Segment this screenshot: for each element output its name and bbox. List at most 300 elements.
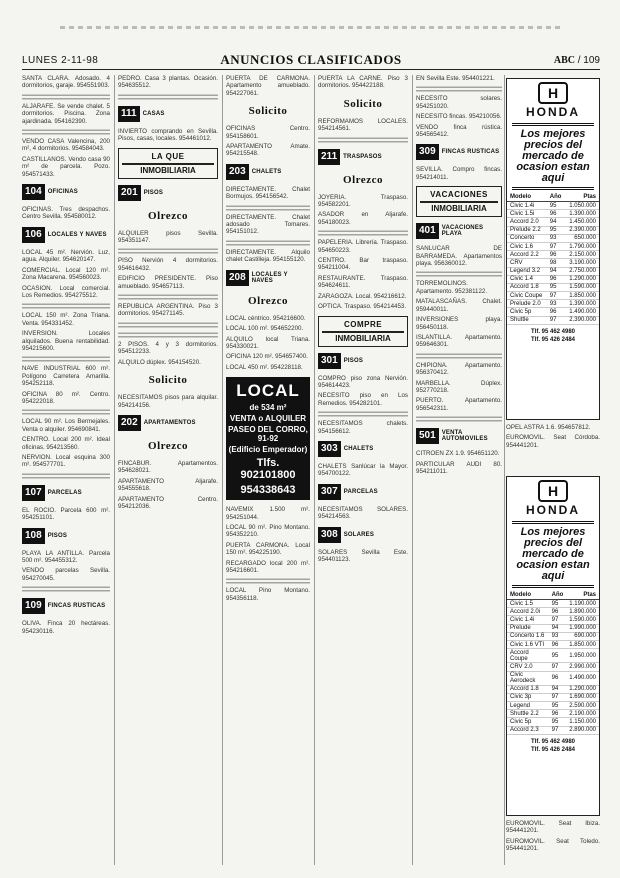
local-line: de 534 m²	[249, 403, 287, 413]
section-308	[318, 526, 408, 544]
price-cell: Legend 3.2	[507, 267, 547, 275]
ad-text-lines	[22, 355, 110, 362]
price-row	[507, 218, 599, 226]
price-cell: 650.000	[565, 234, 599, 242]
ad: LOCAL 45 m². Nervión. Luz, agua. Alquiler. 954620147.	[22, 248, 110, 264]
price-cell: 97	[547, 242, 565, 250]
price-cell: 94	[549, 624, 567, 632]
ad: TORREMOLINOS. Apartamento. 952381122.	[416, 280, 488, 295]
section-name: CHALETS	[251, 168, 282, 175]
price-row	[507, 316, 599, 324]
price-cell: Shuttle	[507, 316, 547, 324]
column-2	[118, 75, 218, 865]
column-1	[22, 75, 110, 865]
logo-line: INMOBILIARIA	[420, 201, 498, 213]
ad: ALQUILER pisos Sevilla. 954351147.	[118, 229, 218, 245]
price-cell: 93	[547, 300, 565, 308]
price-cell: 93	[549, 632, 567, 640]
section-number: 111	[118, 106, 140, 122]
ad-text-lines	[318, 136, 408, 143]
ad: EL ROCIO. Parcela 600 m². 954251101.	[22, 506, 110, 522]
price-cell: 690.000	[566, 632, 599, 640]
price-row	[507, 202, 599, 210]
price-cell: Prelude 2.2	[507, 226, 547, 234]
ad: PUERTA CARMONA. Local 150 m². 954225190.	[226, 541, 310, 557]
section-name: PARCELAS	[343, 488, 378, 495]
price-cell: 95	[549, 718, 567, 726]
price-cell: 1.590.000	[566, 616, 599, 624]
honda-logo: HONDA	[526, 503, 580, 517]
price-cell: Concerto 1.6	[507, 632, 549, 640]
price-cell: 95	[547, 226, 565, 234]
column-rule	[504, 75, 505, 865]
price-cell: 1.050.000	[565, 202, 599, 210]
ad-text-lines	[22, 93, 110, 100]
price-cell: 2.150.000	[565, 251, 599, 259]
ad: ALQUILO local Triana. 954330021.	[226, 335, 310, 350]
ad: VENDO finca rústica. 954565412.	[416, 123, 502, 139]
price-cell: Civic Coupe	[507, 292, 547, 300]
price-row	[507, 608, 599, 616]
price-cell: 1.150.000	[566, 718, 599, 726]
price-cell: 1.690.000	[566, 693, 599, 701]
ad: OFICINAS. Tres despachos. Centro Sevilla. 954580012.	[22, 206, 110, 221]
section-name: OFICINAS	[47, 189, 78, 196]
price-cell: 95	[549, 702, 567, 710]
section-number: 301	[318, 353, 341, 369]
ad: DIRECTAMENTE. Chalet adosado Tomares. 954151012.	[226, 213, 310, 236]
honda-h-icon: H	[538, 82, 568, 104]
section-number: 203	[226, 164, 249, 180]
section-401	[416, 222, 502, 240]
price-cell: 97	[547, 316, 565, 324]
honda-phone: Tlf. 95 462 4980	[530, 738, 576, 745]
price-cell: 1.450.000	[565, 218, 599, 226]
ad: VENDO parcelas Sevilla. 954270045.	[22, 567, 110, 582]
ad: PLAYA LA ANTILLA. Parcela 500 m². 954455312.	[22, 549, 110, 565]
column-5	[416, 75, 502, 865]
ad: NAVE INDUSTRIAL 600 m². Polígono Carretera Amarilla. 954252118.	[22, 365, 110, 388]
ad: 2 PISOS. 4 y 3 dormitorios. 954512233.	[118, 340, 218, 356]
price-cell: Civic 1.5	[507, 600, 549, 608]
price-cell: 2.750.000	[565, 267, 599, 275]
logo-line: INMOBILIARIA	[122, 163, 214, 175]
ad: SOLARES Sevilla Este. 954401123.	[318, 548, 408, 563]
section-111	[118, 105, 218, 123]
ad-text-lines	[118, 293, 218, 300]
price-row	[507, 671, 599, 685]
price-cell: Civic 5p	[507, 718, 549, 726]
section-501	[416, 427, 502, 445]
ad-text-lines	[22, 472, 110, 479]
price-cell: 95	[547, 202, 565, 210]
ad: NECESITO fincas. 954210056.	[416, 113, 502, 121]
ad: LOCAL 100 m². 954652200.	[226, 325, 304, 333]
ad: APARTAMENTO Aljarafe. 954555618.	[118, 477, 218, 493]
price-cell: Civic 1.4	[507, 275, 547, 283]
ad-text-lines	[118, 331, 218, 338]
ad: EUROMOVIL. Seat Toledo. 954441201.	[506, 837, 600, 853]
price-row	[507, 702, 599, 710]
price-cell: 97	[547, 292, 565, 300]
ad: LOCAL céntrico. 954216600.	[226, 314, 306, 322]
ad: SANTA CLARA. Adosado. 4 dormitorios, garaje. 954551903.	[22, 75, 110, 90]
section-name: CASAS	[142, 110, 165, 117]
ad: MATALASCAÑAS. Chalet. 959440011.	[416, 298, 502, 313]
section-number: 211	[318, 149, 340, 165]
local-line: PASEO DEL CORRO, 91-92	[228, 425, 308, 444]
price-row	[507, 234, 599, 242]
column-3	[226, 75, 310, 865]
ad: ZARAGOZA. Local. 954216612.	[318, 292, 407, 300]
price-cell: Civic 1.5i	[507, 210, 547, 218]
vacaciones-logo	[416, 186, 502, 217]
price-cell: 1.190.000	[566, 600, 599, 608]
price-cell: Accord Coupe	[507, 649, 549, 663]
ad: NECESITAMOS chalets. 954156612.	[318, 420, 408, 435]
price-row	[507, 649, 599, 663]
section-107	[22, 484, 110, 502]
price-cell: 96	[547, 210, 565, 218]
price-cell: 1.950.000	[566, 649, 599, 663]
section-name: LOCALES Y NAVES	[47, 231, 107, 238]
price-cell: 1.850.000	[566, 640, 599, 648]
honda-ad-bottom	[506, 476, 600, 816]
price-cell: 95	[547, 283, 565, 291]
col-header: Ptas	[566, 591, 599, 600]
price-cell: Civic 3p	[507, 693, 549, 701]
section-name: LOCALES Y NAVES	[251, 271, 288, 284]
price-cell: 97	[549, 693, 567, 701]
ad: OCASION. Local comercial. Los Remedios. 954275512.	[22, 284, 110, 299]
price-cell: 1.290.000	[565, 275, 599, 283]
price-cell: Civic Aerodeck	[507, 671, 549, 685]
section-number: 108	[22, 528, 45, 544]
column-6-text	[506, 424, 600, 474]
price-cell: Civic 1.4i	[507, 616, 549, 624]
ad-text-lines	[22, 128, 110, 135]
column-6-bottom-text	[506, 820, 600, 868]
honda-phone: Tlf. 95 426 2484	[530, 336, 576, 343]
ad: COMERCIAL. Local 120 m². Zona Macarena. 954560023.	[22, 266, 110, 282]
page-num: / 109	[577, 55, 600, 66]
price-cell: Accord 2.0i	[507, 608, 549, 616]
ad: PISO Nervión 4 dormitorios. 954616432.	[118, 257, 218, 272]
section-number: 109	[22, 598, 45, 614]
section-name: PARCELAS	[47, 489, 82, 496]
section-301	[318, 352, 408, 370]
ad: APARTAMENTO Amate. 954215548.	[226, 143, 310, 158]
local-line: (Edificio Emperador)	[228, 445, 308, 455]
ad-text-lines	[416, 270, 502, 277]
ad: SANLUCAR DE BARRAMEDA. Apartamentos playa. 956360012.	[416, 245, 502, 268]
ad: CHALETS Sanlúcar la Mayor. 954700122.	[318, 462, 408, 478]
column-rule	[222, 75, 223, 865]
price-cell: 94	[547, 218, 565, 226]
ad: LOCAL 150 m². Zona Triana. Venta. 954331452.	[22, 312, 110, 327]
section-109	[22, 597, 110, 615]
ad: DIRECTAMENTE. Alquilo chalet Castilleja. 954155120.	[226, 248, 310, 264]
price-cell: 1.490.000	[566, 671, 599, 685]
local-phone: Tlfs. 902101800	[240, 457, 296, 482]
ad: NECESITO piso en Los Remedios. 954282101.	[318, 392, 408, 407]
ad: RESTAURANTE. Traspaso. 954624611.	[318, 274, 408, 290]
price-row	[507, 259, 599, 267]
price-row	[507, 693, 599, 701]
price-row	[507, 600, 599, 608]
section-name: PISOS	[47, 532, 68, 539]
olrezco-heading: Olrezco	[248, 294, 288, 307]
price-cell: CRV	[507, 259, 547, 267]
ad-text-lines	[22, 408, 110, 415]
price-cell: Accord 2.2	[507, 251, 547, 259]
section-name: VENTA AUTOMOVILES	[441, 430, 488, 443]
ad: PUERTA LA CARNE. Piso 3 dormitorios. 954422188.	[318, 75, 408, 90]
price-cell: 2.890.000	[566, 726, 599, 734]
price-cell: 97	[549, 663, 567, 671]
page-date: LUNES 2-11-98	[22, 55, 99, 66]
price-cell: Accord 2.3	[507, 726, 549, 734]
section-number: 309	[416, 144, 439, 160]
price-row	[507, 242, 599, 250]
ad: PEDRO. Casa 3 plantas. Ocasión. 954635512.	[118, 75, 218, 90]
local-title: LOCAL	[236, 381, 300, 401]
price-cell: CRV 2.0	[507, 663, 549, 671]
section-name: CHALETS	[343, 445, 374, 452]
honda-price-table	[507, 591, 599, 735]
price-cell: 1.890.000	[566, 608, 599, 616]
ad: ALJARAFE. Se vende chalet. 5 dormitorios. Piscina. Zona ajardinada. 954162390.	[22, 102, 110, 125]
ad-text-lines	[22, 585, 110, 592]
price-cell: Accord 1.8	[507, 685, 549, 693]
ad: MARBELLA. Dúplex. 952770218.	[416, 379, 502, 394]
ad: ISLANTILLA. Apartamento. 959646301.	[416, 333, 502, 349]
ad-text-lines	[118, 93, 218, 100]
honda-phone: Tlf. 95 426 2484	[530, 746, 576, 753]
price-row	[507, 267, 599, 275]
ad: NERVION. Local esquina 300 m². 954577701.	[22, 454, 110, 469]
section-number: 307	[318, 484, 341, 500]
price-cell: Civic 1.6	[507, 242, 547, 250]
price-cell: Accord 2.0	[507, 218, 547, 226]
ad: CITROEN ZX 1.9. 954651120.	[416, 450, 500, 458]
local-phone: 954338643	[240, 484, 296, 497]
price-cell: Legend	[507, 702, 549, 710]
price-cell: 97	[549, 616, 567, 624]
ad: LOCAL 90 m². Los Bermejales. Venta o alquiler. 954690841.	[22, 418, 110, 433]
price-row	[507, 710, 599, 718]
column-4	[318, 75, 408, 865]
price-cell: 96	[547, 251, 565, 259]
ad: DIRECTAMENTE. Chalet Bormujos. 954156542.	[226, 185, 310, 201]
ad: EUROMOVIL. Seat Córdoba. 954441201.	[506, 434, 600, 449]
price-cell: 94	[547, 267, 565, 275]
price-cell: 1.290.000	[566, 685, 599, 693]
section-307	[318, 483, 408, 501]
section-name: FINCAS RUSTICAS	[441, 149, 500, 156]
price-cell: 98	[547, 259, 565, 267]
section-number: 208	[226, 270, 249, 286]
ad: INVIERTO comprando en Sevilla. Pisos, casas, locales. 954461012.	[118, 127, 218, 143]
ad-text-lines	[318, 229, 408, 236]
section-name: APARTAMENTOS	[143, 419, 196, 426]
ad: REPUBLICA ARGENTINA. Piso 3 dormitorios. 954271145.	[118, 303, 218, 318]
price-cell: 2.590.000	[566, 702, 599, 710]
logo-line: VACACIONES	[430, 190, 488, 200]
ad: INVERSIONES playa. 956450118.	[416, 316, 502, 331]
ad: CASTILLANOS. Vendo casa 90 m² de parcela. Pozo. 954571433.	[22, 155, 110, 178]
ad: OFICINA 80 m². Centro. 954222018.	[22, 390, 110, 405]
price-cell: 97	[549, 726, 567, 734]
price-cell: Civic 5p	[507, 308, 547, 316]
price-cell: 2.390.000	[565, 226, 599, 234]
price-row	[507, 726, 599, 734]
ad-text-lines	[118, 247, 218, 254]
ad-text-lines	[416, 352, 502, 359]
ad: APARTAMENTO Centro. 954212036.	[118, 495, 218, 510]
ad: EN Sevilla Este. 954401221.	[416, 75, 495, 82]
price-cell: 1.990.000	[566, 624, 599, 632]
logo-line: COMPRE	[343, 319, 383, 329]
section-name: TRASPASOS	[343, 153, 382, 160]
col-header: Modelo	[507, 193, 547, 202]
ad: LOCAL Pino Montano. 954356118.	[226, 587, 310, 602]
col-header: Año	[549, 591, 567, 600]
ad: OLIVA. Finca 20 hectáreas. 954230116.	[22, 620, 110, 635]
ad: FINCABUR. Apartamentos. 954628021.	[118, 459, 218, 475]
price-cell: 2.390.000	[565, 316, 599, 324]
ad: OPTICA. Traspaso. 954214453.	[318, 303, 407, 311]
price-row	[507, 275, 599, 283]
price-cell: Shuttle 2.2	[507, 710, 549, 718]
section-203	[226, 163, 310, 181]
page-number	[554, 55, 600, 66]
ad: RECARGADO local 200 m². 954216601.	[226, 559, 310, 574]
price-cell: 96	[549, 671, 567, 685]
price-row	[507, 210, 599, 218]
ad: EUROMOVIL. Seat Ibiza. 954441201.	[506, 820, 600, 835]
section-number: 308	[318, 527, 341, 543]
price-cell: 96	[549, 608, 567, 616]
price-cell: 95	[549, 649, 567, 663]
ad: EDIFICIO PRESIDENTE. Piso amueblado. 954657113.	[118, 275, 218, 290]
price-cell: 1.490.000	[565, 308, 599, 316]
ad: JOYERIA. Traspaso. 954582201.	[318, 193, 408, 209]
price-cell: 1.390.000	[565, 300, 599, 308]
ad-text-lines	[416, 415, 502, 422]
price-row	[507, 283, 599, 291]
ad-text-lines	[118, 321, 218, 328]
price-cell: 1.850.000	[565, 292, 599, 300]
price-cell: 95	[549, 600, 567, 608]
honda-header	[507, 477, 599, 518]
column-rule	[412, 75, 413, 865]
column-rule	[314, 75, 315, 865]
price-cell: 93	[547, 234, 565, 242]
ad: NAVEMIX 1.500 m². 954251044.	[226, 506, 310, 521]
price-cell: 1.590.000	[565, 283, 599, 291]
price-cell: 96	[549, 710, 567, 718]
honda-slogan: Los mejores precios del mercado de ocasion estan aqui	[512, 521, 594, 588]
section-201	[118, 184, 218, 202]
olrezco-heading: Olrezco	[343, 173, 383, 186]
olrezco-heading: Olrezco	[148, 209, 188, 222]
local-venta-box	[226, 377, 310, 500]
price-row	[507, 685, 599, 693]
ad: NECESITO solares. 954251020.	[416, 95, 502, 110]
ad: PAPELERIA. Librería. Traspaso. 954650223.	[318, 239, 408, 254]
price-cell: 96	[547, 275, 565, 283]
section-106	[22, 226, 110, 244]
ad: OFICINA 120 m². 954657400.	[226, 353, 308, 361]
ad-text-lines	[416, 85, 502, 92]
section-104	[22, 183, 110, 201]
section-number: 104	[22, 184, 45, 200]
section-number: 201	[118, 185, 141, 201]
price-row	[507, 308, 599, 316]
ad: PARTICULAR AUDI 80. 954211011.	[416, 460, 502, 475]
honda-price-rows	[507, 600, 599, 735]
section-number: 501	[416, 428, 439, 444]
ad: LOCAL 90 m². Pino Montano. 954352210.	[226, 523, 310, 539]
price-row	[507, 718, 599, 726]
logo-line: LA QUE	[151, 151, 185, 161]
price-cell: 1.390.000	[565, 210, 599, 218]
section-303	[318, 440, 408, 458]
logo-line: INMOBILIARIA	[322, 331, 404, 343]
section-number: 202	[118, 415, 141, 431]
ad: PUERTA DE CARMONA. Apartamento amueblado. 954227061.	[226, 75, 310, 97]
solicito-heading: Solicito	[148, 374, 188, 387]
price-cell: Prelude	[507, 624, 549, 632]
inmobiliaria-logo	[318, 316, 408, 347]
honda-h-icon: H	[538, 480, 568, 502]
ad-text-lines	[226, 239, 310, 246]
ad: LOCAL 450 m². 954228118.	[226, 363, 303, 371]
ad-text-lines	[318, 410, 408, 417]
price-row	[507, 292, 599, 300]
price-row	[507, 632, 599, 640]
section-name: VACACIONES PLAYA	[441, 225, 484, 238]
solicito-heading: Solicito	[343, 97, 383, 110]
price-row	[507, 640, 599, 648]
section-number: 303	[318, 441, 341, 457]
ad: OFICINAS Centro. 954158601.	[226, 125, 310, 140]
section-108	[22, 527, 110, 545]
price-cell: 3.190.000	[565, 259, 599, 267]
price-cell: 96	[547, 308, 565, 316]
top-rule	[60, 26, 560, 29]
section-211	[318, 148, 408, 166]
col-header: Año	[547, 193, 565, 202]
price-cell: Accord 1.8	[507, 283, 547, 291]
ad-text-lines	[226, 204, 310, 211]
ad: OPEL ASTRA 1.6. 954657812.	[506, 424, 591, 431]
local-line: VENTA o ALQUILER	[229, 414, 307, 424]
price-cell: 2.990.000	[566, 663, 599, 671]
col-header: Modelo	[507, 591, 549, 600]
ad: SEVILLA. Compro fincas. 954214011.	[416, 166, 502, 181]
honda-slogan: Los mejores precios del mercado de ocasion estan aqui	[512, 123, 594, 190]
section-202	[118, 414, 218, 432]
section-309	[416, 143, 502, 161]
ad: INVERSION. Locales alquilados. Buena rentabilidad. 954215600.	[22, 330, 110, 352]
ad: REFORMAMOS LOCALES. 954214561.	[318, 117, 408, 133]
section-name: SOLARES	[343, 531, 375, 538]
honda-contact	[507, 325, 599, 347]
section-number: 401	[416, 223, 439, 239]
col-header: Ptas	[565, 193, 599, 202]
